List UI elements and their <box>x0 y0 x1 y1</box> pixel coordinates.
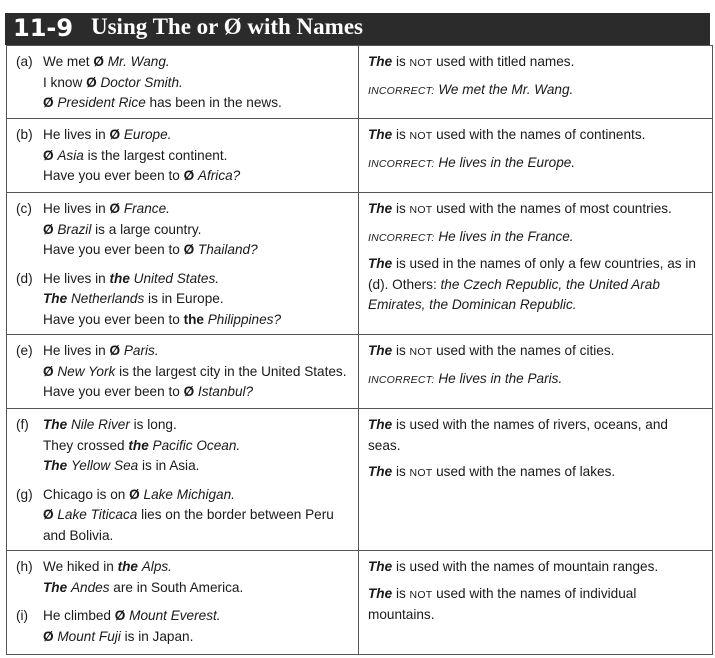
text-run: is in Japan. <box>120 628 194 644</box>
text-run: The <box>368 201 393 216</box>
example-sentence <box>16 606 350 627</box>
example-label: (a) <box>16 54 33 69</box>
example-label: (e) <box>16 343 33 358</box>
example-sentence <box>16 341 350 362</box>
text-run: Chicago is on <box>43 486 130 502</box>
text-run: the Czech Republic, the United Arab Emirates, the Dominican Republic. <box>368 276 660 312</box>
text-run: Netherlands <box>70 291 145 306</box>
notes-cell <box>359 119 713 193</box>
text-run: Ø <box>43 221 58 237</box>
text-run: NOT <box>409 130 433 142</box>
text-run: Pacific Ocean. <box>152 437 241 453</box>
text-run: Ø <box>109 201 124 216</box>
example-label: (i) <box>16 608 29 623</box>
text-run: is a large country. <box>91 221 202 237</box>
chart-number: 11-9 <box>13 14 74 42</box>
text-run: I know <box>43 74 87 90</box>
text-run: Ø <box>109 343 124 358</box>
text-run: Ø <box>93 54 108 69</box>
text-run: INCORRECT: <box>368 373 435 386</box>
text-run: is <box>392 127 410 142</box>
notes-cell <box>359 409 713 551</box>
text-run: Ø <box>86 74 101 90</box>
text-run: is <box>392 343 410 358</box>
table-row <box>7 193 713 335</box>
text-run: Ø <box>183 384 198 399</box>
text-run: The <box>43 458 68 473</box>
text-run: Yellow Sea <box>70 458 139 473</box>
text-run: are in South America. <box>109 579 244 595</box>
text-run: He lives in the France. <box>434 228 574 244</box>
text-run: used with titled names. <box>432 54 575 69</box>
rule-note <box>368 462 704 484</box>
example-sentence <box>16 73 350 94</box>
text-run: United States. <box>133 270 220 286</box>
text-run: The <box>368 343 393 358</box>
text-run: We hiked in <box>43 559 118 574</box>
example-sentence <box>16 485 350 506</box>
example-label: (g) <box>16 486 33 502</box>
examples-cell <box>7 551 359 655</box>
text-run: NOT <box>409 57 433 69</box>
text-run: Nile River <box>70 417 130 432</box>
text-run: used with the names of most countries. <box>432 201 672 216</box>
example-sentence <box>16 52 350 73</box>
chart-header <box>5 13 710 45</box>
example-sentence <box>16 578 350 599</box>
text-run: The <box>43 291 68 306</box>
text-run: used with the names of lakes. <box>432 464 616 479</box>
example-label: (c) <box>16 201 32 216</box>
text-run: The <box>368 256 393 271</box>
rule-note <box>368 52 704 74</box>
example-sentence <box>16 415 350 436</box>
rule-note <box>368 341 704 363</box>
text-run: He climbed <box>43 608 115 623</box>
text-run: INCORRECT: <box>368 84 435 97</box>
text-run: He lives in <box>43 343 110 358</box>
example-label: (d) <box>16 270 33 286</box>
notes-cell <box>359 335 713 409</box>
notes-cell <box>359 193 713 335</box>
text-run: Have you ever been to <box>43 384 184 399</box>
text-run: New York <box>57 363 116 379</box>
text-run: is used in the names of only a few countries, as in (d). Others: <box>368 256 696 292</box>
example-sentence <box>16 436 350 457</box>
text-run: NOT <box>409 467 433 479</box>
text-run: Brazil <box>57 221 92 237</box>
text-run: Paris. <box>123 343 159 358</box>
table-row <box>7 335 713 409</box>
example-sentence <box>16 166 350 187</box>
text-run: Have you ever been to <box>43 311 184 327</box>
text-run: is <box>392 464 410 479</box>
text-run: is the largest continent. <box>83 147 228 163</box>
text-run: Ø <box>109 127 124 142</box>
names-table-body <box>7 46 713 655</box>
text-run: Mr. Wang. <box>107 54 170 69</box>
text-run: President Rice <box>57 95 146 110</box>
text-run: Ø <box>183 242 198 257</box>
example-sentence <box>16 125 350 146</box>
text-run: is used with the names of rivers, oceans, and seas. <box>368 417 668 453</box>
text-run: The <box>43 579 68 595</box>
text-run: the <box>117 559 138 574</box>
example-sentence <box>16 526 350 547</box>
text-run: lies on the border between Peru <box>137 507 334 522</box>
example-sentence <box>16 199 350 220</box>
rule-note <box>368 584 704 626</box>
text-run: He lives in <box>43 270 110 286</box>
examples-cell <box>7 335 359 409</box>
text-run: The <box>368 127 393 142</box>
names-table <box>6 45 713 655</box>
text-run: Mount Fuji <box>57 628 121 644</box>
text-run: Alps. <box>141 559 172 574</box>
text-run: We met <box>43 54 94 69</box>
example-sentence <box>16 362 350 383</box>
example-sentence <box>16 557 350 578</box>
text-run: Ø <box>43 628 58 644</box>
text-run: NOT <box>409 588 433 601</box>
text-run: Lake Titicaca <box>57 507 138 522</box>
text-run: used with the names of individual mountains. <box>368 585 637 622</box>
text-run: NOT <box>409 204 433 216</box>
text-run: and Bolivia. <box>43 527 114 543</box>
example-label: (f) <box>16 417 29 432</box>
text-run: Ø <box>183 168 198 183</box>
text-run: We met the Mr. Wang. <box>434 81 574 97</box>
text-run: Ø <box>43 363 58 379</box>
text-run: Ø <box>43 95 58 110</box>
text-run: The <box>368 417 393 432</box>
text-run: The <box>43 417 68 432</box>
table-row <box>7 409 713 551</box>
rule-note <box>368 153 704 175</box>
notes-cell <box>359 551 713 655</box>
text-run: The <box>368 585 393 601</box>
rule-note <box>368 254 704 316</box>
text-run: Thailand? <box>197 242 258 257</box>
text-run: He lives in <box>43 127 110 142</box>
text-run: Mount Everest. <box>129 608 221 623</box>
text-run: has been in the news. <box>145 95 282 110</box>
text-run: is in Europe. <box>144 291 224 306</box>
text-run: is <box>392 585 410 601</box>
text-run: is in Asia. <box>138 458 200 473</box>
text-run: They crossed <box>43 437 129 453</box>
table-row <box>7 119 713 193</box>
text-run: INCORRECT: <box>368 231 435 244</box>
text-run: He lives in <box>43 201 110 216</box>
text-run: Ø <box>43 147 58 163</box>
text-run: Ø <box>43 507 58 522</box>
text-run: Ø <box>114 608 130 623</box>
text-run: France. <box>123 201 170 216</box>
example-sentence <box>16 146 350 167</box>
text-run: is the largest city in the United States. <box>115 363 347 379</box>
example-label: (b) <box>16 127 33 142</box>
example-sentence <box>16 382 350 403</box>
example-sentence <box>16 505 350 526</box>
rule-note <box>368 199 704 221</box>
examples-cell <box>7 409 359 551</box>
example-sentence <box>16 456 350 477</box>
text-run: the <box>183 311 204 327</box>
text-run: used with the names of continents. <box>432 127 646 142</box>
chart-title: Using The or Ø with Names <box>91 14 363 39</box>
text-run: used with the names of cities. <box>432 343 615 358</box>
text-run: Europe. <box>123 127 172 142</box>
text-run: INCORRECT: <box>368 157 435 170</box>
text-run: Have you ever been to <box>43 168 184 183</box>
example-sentence <box>16 240 350 261</box>
examples-cell <box>7 119 359 193</box>
text-run: is <box>392 201 410 216</box>
text-run: Philippines? <box>207 311 282 327</box>
text-run: Istanbul? <box>197 384 254 399</box>
table-row <box>7 46 713 119</box>
example-sentence <box>16 627 350 648</box>
text-run: is <box>392 54 410 69</box>
example-sentence <box>16 289 350 310</box>
text-run: NOT <box>409 346 433 358</box>
text-run: Have you ever been to <box>43 242 184 257</box>
rule-note <box>368 415 704 456</box>
text-run: Africa? <box>197 168 241 183</box>
text-run: He lives in the Europe. <box>434 154 576 170</box>
text-run: Doctor Smith. <box>100 74 183 90</box>
text-run: Ø <box>129 486 144 502</box>
examples-cell <box>7 46 359 119</box>
text-run: Lake Michigan. <box>143 486 235 502</box>
example-label: (h) <box>16 559 33 574</box>
table-row <box>7 551 713 655</box>
text-run: Andes <box>70 579 110 595</box>
text-run: The <box>368 54 393 69</box>
text-run: is used with the names of mountain ranges. <box>392 559 659 574</box>
rule-note <box>368 369 704 391</box>
example-sentence <box>16 269 350 290</box>
text-run: He lives in the Paris. <box>434 370 563 386</box>
rule-note <box>368 557 704 578</box>
examples-cell <box>7 193 359 335</box>
notes-cell <box>359 46 713 119</box>
rule-note <box>368 125 704 147</box>
text-run: The <box>368 464 393 479</box>
text-run: The <box>368 559 393 574</box>
example-sentence <box>16 93 350 114</box>
text-run: the <box>109 270 130 286</box>
text-run: Asia <box>57 147 84 163</box>
example-sentence <box>16 220 350 241</box>
rule-note <box>368 80 704 102</box>
text-run: the <box>128 437 149 453</box>
text-run: is long. <box>129 417 177 432</box>
example-sentence <box>16 310 350 331</box>
rule-note <box>368 227 704 249</box>
